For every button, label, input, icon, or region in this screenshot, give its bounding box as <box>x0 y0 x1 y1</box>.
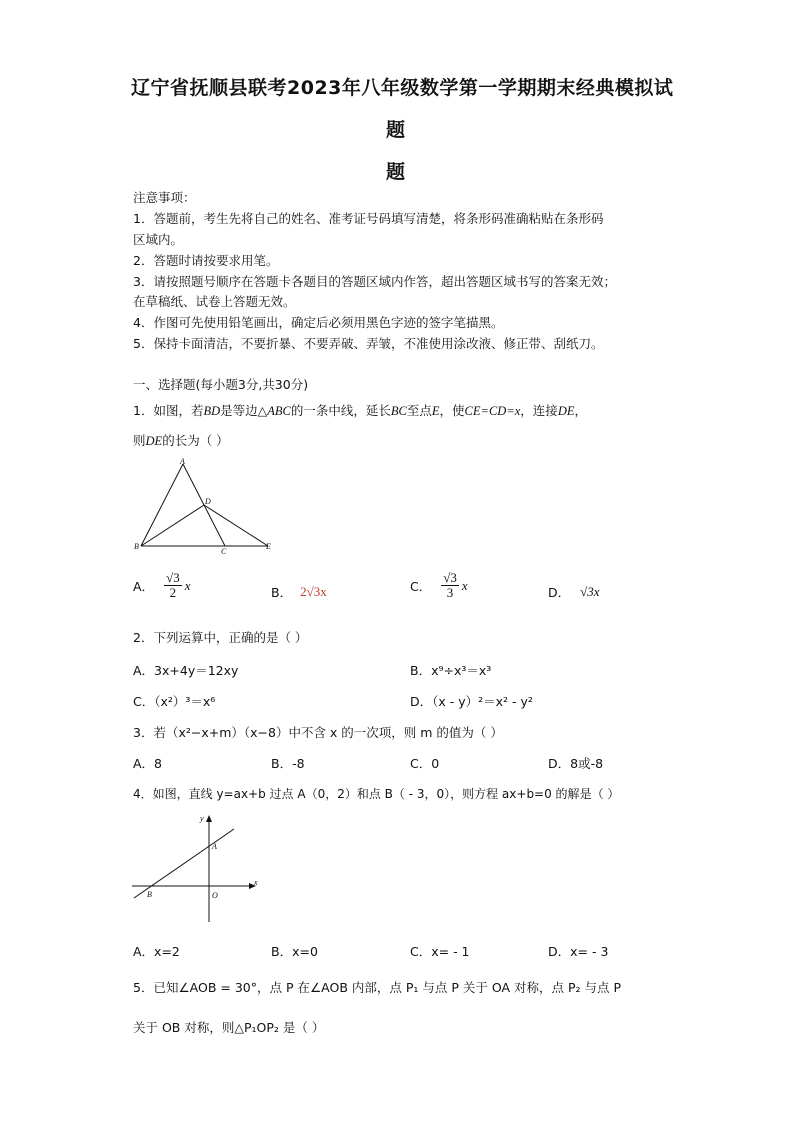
question-5-stem-line1: 5．已知∠AOB = 30°，点 P 在∠AOB 内部，点 P₁ 与点 P 关于 OA 对称，点 P₂ 与点 P <box>133 980 621 995</box>
y-axis-label: y <box>200 814 204 823</box>
question-1-stem-line2: 则DE的长为（ ） <box>133 433 229 448</box>
question-1-option-b[interactable]: B． 2√3x <box>271 584 327 600</box>
notice-heading: 注意事项： <box>133 190 196 205</box>
notice-item: 1．答题前，考生先将自己的姓名、准考证号码填写清楚，将条形码准确粘贴在条形码 <box>133 211 604 226</box>
fraction: $\frac{√3}{2}$ <box>166 570 180 600</box>
question-3-stem: 3．若（x²−x+m）（x−8）中不含 x 的一次项，则 m 的值为（ ） <box>133 725 503 740</box>
question-3-option-c[interactable]: C．0 <box>410 756 440 771</box>
question-4-option-c[interactable]: C．x= - 1 <box>410 944 470 959</box>
question-3-option-b[interactable]: B．-8 <box>271 756 305 771</box>
vertex-c-label: C <box>221 547 227 555</box>
notice-item: 4．作图可先使用铅笔画出，确定后必须用黑色字迹的签字笔描黑。 <box>133 315 504 330</box>
notice-item: 3．请按照题号顺序在答题卡各题目的答题区域内作答，超出答题区域书写的答案无效； <box>133 274 616 289</box>
exam-title-line3: 题 <box>386 161 406 183</box>
question-4-option-d[interactable]: D．x= - 3 <box>548 944 609 959</box>
vertex-d-label: D <box>205 497 211 506</box>
question-4-stem: 4．如图，直线 y=ax+b 过点 A（0，2）和点 B（ - 3，0），则方程 ax+b=0 的解是（ ） <box>133 787 620 801</box>
fraction: $\frac{√3}{3}$ <box>443 570 457 600</box>
question-4-option-b[interactable]: B．x=0 <box>271 944 318 959</box>
question-2-stem: 2．下列运算中，正确的是（ ） <box>133 630 308 645</box>
question-1-triangle-figure <box>130 455 280 555</box>
x-axis-label: x <box>254 878 258 887</box>
question-1-option-c[interactable]: C． $\frac{√3}{3}$ x <box>410 570 468 600</box>
vertex-b-label: B <box>134 542 139 551</box>
notice-item: 5．保持卡面清洁，不要折暴、不要弄破、弄皱，不准使用涂改液、修正带、刮纸刀。 <box>133 336 604 351</box>
notice-item: 区域内。 <box>133 232 184 247</box>
question-4-line-graph-figure <box>130 812 265 927</box>
question-3-option-a[interactable]: A．8 <box>133 756 163 771</box>
question-2-option-d[interactable]: D．（x - y）²＝x² - y² <box>410 694 533 709</box>
vertex-e-label: E <box>266 542 271 551</box>
question-2-option-a[interactable]: A．3x+4y＝12xy <box>133 663 239 678</box>
question-1-stem-line1: 1．如图，若BD是等边△ABC的一条中线，延长BC至点E，使CE=CD=x，连接DE， <box>133 403 587 418</box>
exam-title-line2: 题 <box>386 119 406 141</box>
question-1-option-d[interactable]: D． √3x <box>548 584 600 600</box>
vertex-a-label: A <box>180 457 185 466</box>
question-4-option-a[interactable]: A．x=2 <box>133 944 180 959</box>
origin-label: O <box>212 891 218 900</box>
point-b-label: B <box>147 890 152 899</box>
exam-title-line1: 辽宁省抚顺县联考2023年八年级数学第一学期期末经典模拟试 <box>131 77 674 99</box>
notice-item: 在草稿纸、试卷上答题无效。 <box>133 294 296 309</box>
question-2-option-c[interactable]: C．（x²）³＝x⁶ <box>133 694 216 709</box>
point-a-label: A <box>212 842 217 851</box>
question-1-option-a[interactable]: A． $\frac{√3}{2}$ x <box>133 570 191 600</box>
notice-item: 2．答题时请按要求用笔。 <box>133 253 279 268</box>
question-5-stem-line2: 关于 OB 对称，则△P₁OP₂ 是（ ） <box>133 1020 325 1035</box>
question-3-option-d[interactable]: D．8或-8 <box>548 756 604 771</box>
question-2-option-b[interactable]: B．x⁹÷x³＝x³ <box>410 663 492 678</box>
section-heading: 一、选择题(每小题3分,共30分) <box>133 377 309 392</box>
